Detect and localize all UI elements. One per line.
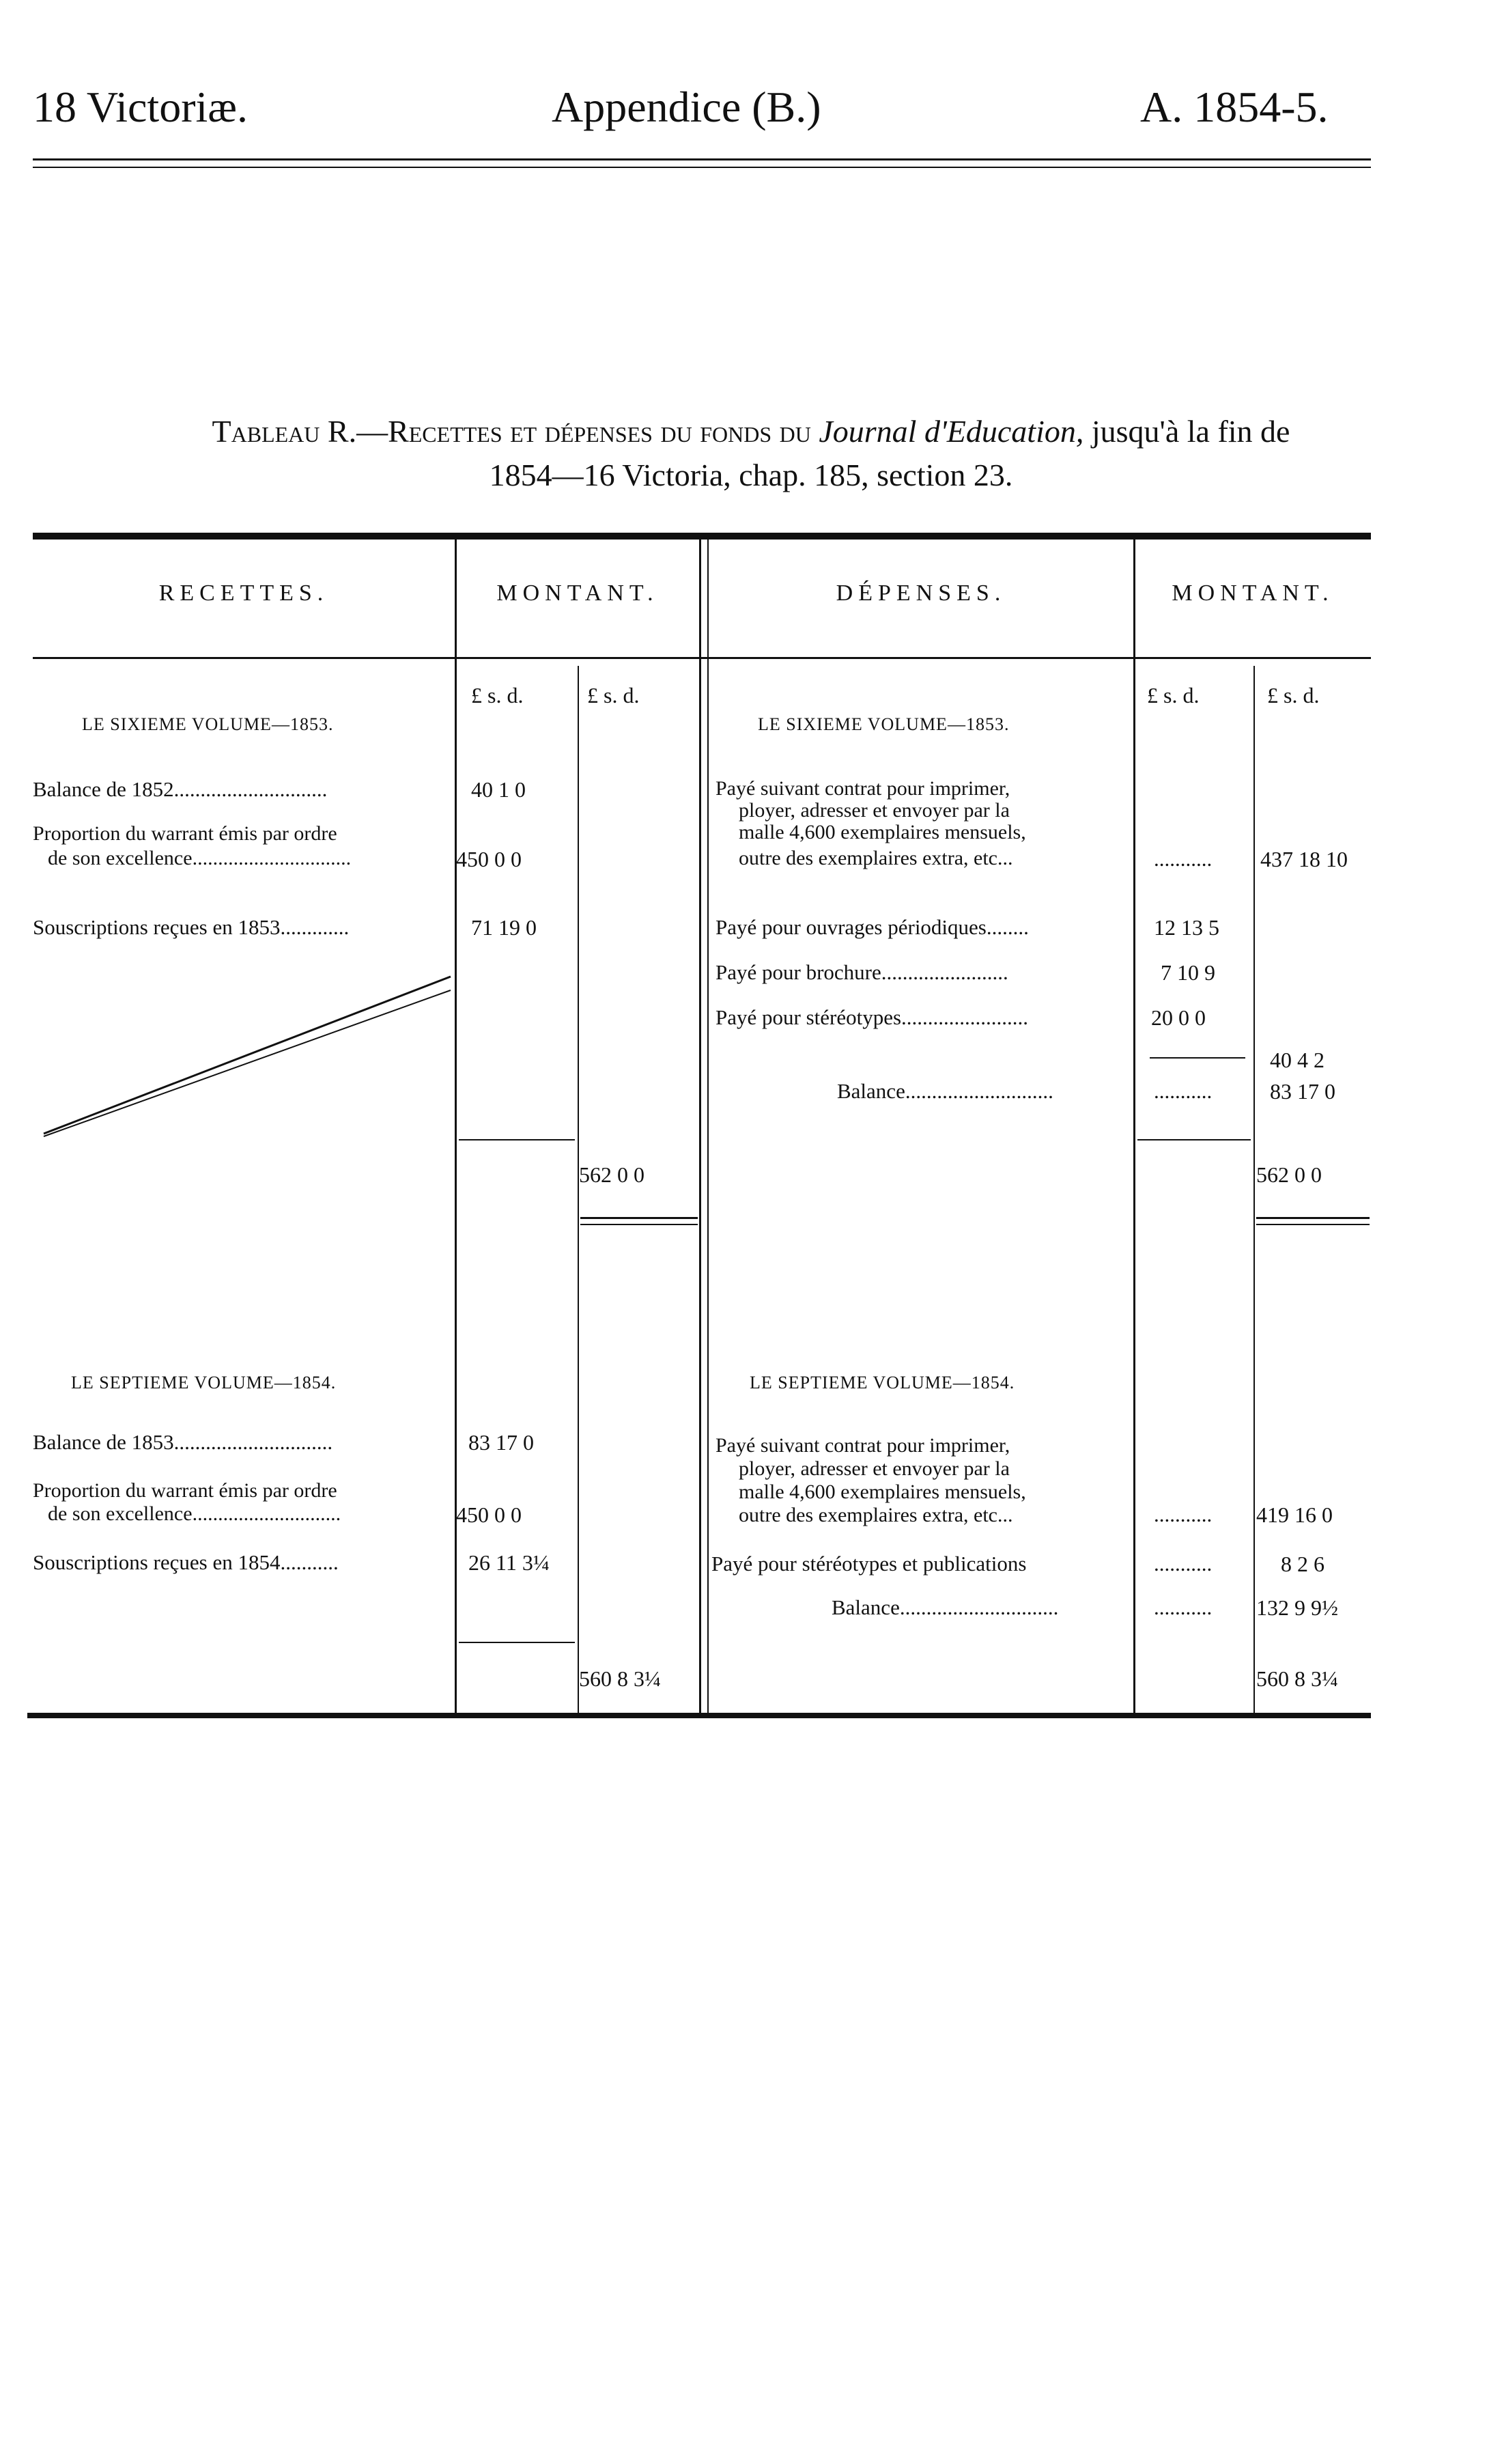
depense-row-1853-1-leader: ...........	[1154, 847, 1213, 871]
depenses-subtotal-1853: 40 4 2	[1270, 1048, 1324, 1072]
title-italic: Journal d'Education,	[819, 414, 1084, 449]
unit-header-recettes-total: £ s. d.	[587, 683, 640, 708]
table-title-line2: 1854—16 Victoria, chap. 185, section 23.	[489, 458, 1013, 492]
depenses-double-rule-1853-b	[1256, 1224, 1370, 1225]
depense-row-1853-4-amount: 20 0 0	[1151, 1005, 1206, 1030]
column-montant-1: MONTANT.	[496, 580, 659, 606]
depense-row-1853-3-amount: 7 10 9	[1161, 960, 1215, 985]
recettes-heading-1853: LE SIXIEME VOLUME—1853.	[82, 714, 334, 734]
depense-row-1854-1-l4: outre des exemplaires extra, etc...	[739, 1504, 1013, 1526]
depense-row-1854-1-total: 419 16 0	[1256, 1502, 1333, 1527]
vline-5	[1253, 666, 1255, 1714]
depense-row-1853-1-total: 437 18 10	[1260, 847, 1348, 871]
depense-row-1853-3-label: Payé pour brochure........................	[715, 960, 1008, 984]
depense-row-1853-1-l4: outre des exemplaires extra, etc...	[739, 847, 1013, 869]
depenses-total-1853: 562 0 0	[1256, 1162, 1322, 1187]
recette-row-1854-3-label: Souscriptions reçues en 1854...........	[33, 1550, 339, 1574]
recette-row-1854-1-label: Balance de 1853..............................	[33, 1430, 333, 1454]
depense-row-1854-2-total: 8 2 6	[1281, 1552, 1324, 1576]
depense-row-1853-2-label: Payé pour ouvrages périodiques........	[715, 915, 1029, 939]
header-center: Appendice (B.)	[552, 83, 821, 131]
depense-row-1854-1-leader: ...........	[1154, 1502, 1213, 1526]
depenses-heading-1853: LE SIXIEME VOLUME—1853.	[758, 714, 1010, 734]
depenses-item-rule-1853	[1137, 1139, 1251, 1140]
table-title-line1	[0, 407, 1502, 456]
depense-row-1854-1-l1: Payé suivant contrat pour imprimer,	[715, 1434, 1010, 1457]
table-head-rule	[33, 657, 1371, 659]
vline-1	[455, 540, 457, 1714]
unit-header-depenses-total: £ s. d.	[1267, 683, 1320, 708]
depense-row-1853-1-l3: malle 4,600 exemplaires mensuels,	[739, 821, 1026, 843]
depense-row-1854-2-label: Payé pour stéréotypes et publications	[711, 1552, 1027, 1576]
title-prefix: Tableau R.	[212, 414, 357, 449]
column-depenses: DÉPENSES.	[836, 580, 1006, 606]
title-end: jusqu'à la fin de	[1083, 414, 1290, 449]
depenses-double-rule-1853-a	[1256, 1217, 1370, 1219]
depense-row-1854-1-l3: malle 4,600 exemplaires mensuels,	[739, 1481, 1026, 1503]
balance-label-1853: Balance............................	[837, 1079, 1053, 1103]
recette-row-1853-3-label: Souscriptions reçues en 1853.............	[33, 915, 350, 939]
balance-leader-1853: ...........	[1154, 1079, 1213, 1103]
column-montant-2: MONTANT.	[1172, 580, 1334, 606]
recettes-double-rule-1853-a	[580, 1217, 698, 1219]
recettes-total-1854: 560 8 3¼	[579, 1666, 661, 1691]
recettes-total-rule-1854	[459, 1642, 575, 1643]
vline-3b	[707, 540, 709, 1714]
depense-row-1854-1-l2: ployer, adresser et envoyer par la	[739, 1457, 1010, 1480]
header-left: 18 Victoriæ.	[33, 83, 248, 131]
balance-label-1854: Balance..............................	[832, 1595, 1059, 1619]
recettes-total-rule-1853	[459, 1139, 575, 1140]
recette-row-1853-2-label-l1: Proportion du warrant émis par ordre	[33, 822, 337, 845]
recettes-heading-1854: LE SEPTIEME VOLUME—1854.	[71, 1373, 337, 1392]
unit-header-depenses-items: £ s. d.	[1147, 683, 1200, 708]
recette-row-1854-2-amount: 450 0 0	[456, 1502, 522, 1527]
recette-row-1854-3-amount: 26 11 3¼	[468, 1550, 550, 1575]
blank-space-diagonal	[41, 970, 455, 1140]
vline-4	[1133, 540, 1135, 1714]
recette-row-1853-2-label-l2: de son excellence...............................	[48, 847, 352, 869]
depense-row-1853-1-l1: Payé suivant contrat pour imprimer,	[715, 777, 1010, 800]
recette-row-1853-3-amount: 71 19 0	[471, 915, 537, 940]
recette-row-1854-2-label-l1: Proportion du warrant émis par ordre	[33, 1479, 337, 1502]
unit-header-recettes-items: £ s. d.	[471, 683, 524, 708]
depense-row-1854-2-leader: ...........	[1154, 1552, 1213, 1576]
title-main: —Recettes et dépenses du fonds du	[356, 414, 819, 449]
table-top-rule	[33, 533, 1371, 540]
recette-row-1854-2-label-l2: de son excellence.............................	[48, 1502, 341, 1525]
subtotal-rule-1853	[1150, 1057, 1245, 1059]
depense-row-1853-2-amount: 12 13 5	[1154, 915, 1219, 940]
recette-row-1853-2-amount: 450 0 0	[456, 847, 522, 871]
balance-amount-1854: 132 9 9½	[1256, 1595, 1338, 1620]
recette-row-1853-1-amount: 40 1 0	[471, 777, 526, 802]
recette-row-1853-1-label: Balance de 1852.............................	[33, 777, 328, 801]
depense-row-1853-1-l2: ployer, adresser et envoyer par la	[739, 799, 1010, 822]
depense-row-1853-4-label: Payé pour stéréotypes........................	[715, 1005, 1029, 1029]
recettes-double-rule-1853-b	[580, 1224, 698, 1225]
column-recettes: RECETTES.	[158, 580, 329, 606]
header-right: A. 1854-5.	[1140, 83, 1329, 131]
balance-amount-1853: 83 17 0	[1270, 1079, 1335, 1104]
vline-2	[578, 666, 579, 1714]
balance-leader-1854: ...........	[1154, 1595, 1213, 1619]
header-rule-top	[33, 158, 1371, 160]
vline-3	[699, 540, 701, 1714]
recettes-total-1853: 562 0 0	[579, 1162, 644, 1187]
recette-row-1854-1-amount: 83 17 0	[468, 1430, 534, 1455]
depenses-total-1854: 560 8 3¼	[1256, 1666, 1338, 1691]
header-rule-bottom	[33, 167, 1371, 168]
depenses-heading-1854: LE SEPTIEME VOLUME—1854.	[750, 1373, 1015, 1392]
